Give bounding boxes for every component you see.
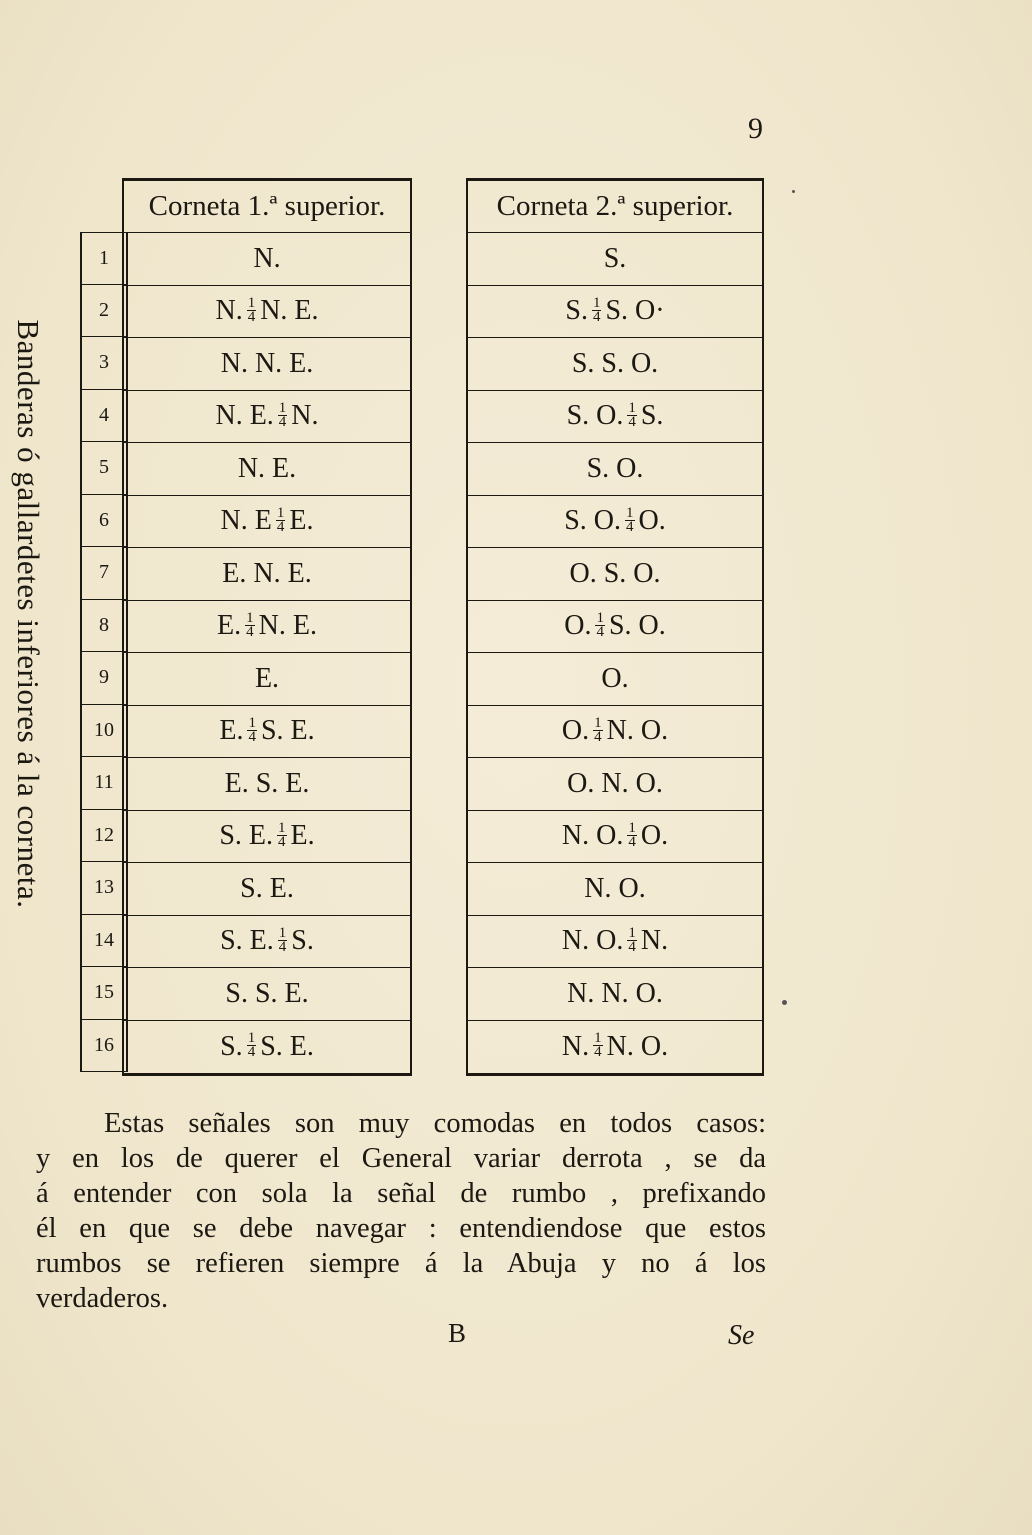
quarter-fraction (247, 714, 257, 745)
paragraph-line: á entender con sola la señal de rumbo , prefixando (36, 1178, 766, 1209)
bearing-part: N. O. (561, 820, 624, 852)
table-row (468, 443, 762, 496)
table-header: Corneta 1.ª superior. (124, 181, 410, 233)
bearing-part: S. O. (608, 610, 666, 642)
fraction-numerator: 1 (628, 819, 636, 836)
bearing-part: S. E. (260, 715, 315, 747)
fraction-numerator: 1 (594, 714, 602, 731)
quarter-fraction (278, 924, 288, 955)
bearing-part: S. O. (564, 505, 622, 537)
table-row (468, 338, 762, 391)
fraction-numerator: 1 (247, 1030, 256, 1047)
quarter-fraction (247, 1032, 257, 1059)
bearing-part: O. N. O. (567, 767, 663, 799)
index-number: 3 (82, 337, 126, 390)
bearing-part: N. (291, 400, 319, 432)
quarter-fraction (593, 714, 603, 745)
table-row (468, 548, 762, 601)
bearing-part: S. E. (260, 1030, 314, 1062)
bearing-part: S. S. E. (225, 977, 309, 1009)
fraction-denominator: 4 (248, 728, 256, 745)
fraction-numerator: 1 (626, 504, 634, 521)
bearing-part: N. N. O. (567, 977, 663, 1009)
fraction-numerator: 1 (628, 924, 636, 941)
bearing-part: O. (640, 820, 669, 852)
table-row (124, 653, 410, 706)
table-row (124, 863, 410, 916)
bearing-part: S. (603, 242, 627, 274)
body-paragraph (36, 1106, 766, 1316)
table-header: Corneta 2.ª superior. (468, 181, 762, 233)
quarter-fraction (593, 1032, 603, 1059)
bearing-part: E. (289, 505, 314, 537)
table-row (124, 758, 410, 811)
bearing-part: N. (561, 1030, 590, 1062)
fraction-denominator: 4 (247, 1044, 256, 1061)
bearing-part: N. O. (561, 925, 624, 957)
index-number: 8 (82, 600, 126, 653)
bearing-part: O. (564, 610, 592, 642)
bearing-part: N. O. (606, 1030, 669, 1062)
table-row (124, 391, 410, 444)
index-number: 5 (82, 442, 126, 495)
fraction-numerator: 1 (592, 294, 601, 311)
table-body (468, 233, 762, 1073)
fraction-denominator: 4 (628, 938, 636, 955)
bearing-part: O. (561, 715, 590, 747)
fraction-numerator: 1 (278, 924, 287, 941)
table-row (468, 706, 762, 759)
bearing-part: S. E. (240, 872, 294, 904)
bearing-part: N. (640, 925, 669, 957)
bearing-part: E. (290, 820, 315, 852)
bearing-part: N. E. (215, 400, 274, 432)
bearing-part: S. (565, 295, 588, 327)
table-corneta-1 (122, 178, 412, 1076)
table-row (124, 548, 410, 601)
bearing-part: S. (220, 1030, 243, 1062)
fraction-numerator: 1 (594, 1030, 602, 1047)
quarter-fraction (627, 924, 637, 955)
fraction-denominator: 4 (278, 833, 286, 850)
fraction-denominator: 4 (276, 518, 285, 535)
quarter-fraction (276, 504, 286, 535)
table-row (124, 338, 410, 391)
quarter-fraction (247, 294, 257, 325)
quarter-fraction (277, 819, 287, 850)
quarter-fraction (595, 609, 605, 640)
table-row (468, 863, 762, 916)
table-row (468, 916, 762, 969)
index-number: 10 (82, 705, 126, 758)
fraction-numerator: 1 (247, 294, 256, 311)
index-number: 15 (82, 967, 126, 1020)
bearing-part: N. (215, 295, 243, 327)
table-row (124, 811, 410, 864)
quarter-fraction (625, 504, 635, 535)
index-number: 13 (82, 862, 126, 915)
quarter-fraction (592, 294, 602, 325)
fraction-numerator: 1 (276, 504, 285, 521)
bearing-part: N. E (220, 505, 272, 537)
side-caption: Banderas ó gallardetes inferiores á la corneta. (11, 319, 46, 909)
bearing-part: N. E. (258, 610, 317, 642)
bearing-part: E. (219, 715, 244, 747)
paragraph-line: y en los de querer el General variar derrota , se da (36, 1143, 766, 1174)
fraction-denominator: 4 (246, 623, 254, 640)
page-number: 9 (748, 112, 763, 145)
paragraph-line: verdaderos. (36, 1283, 169, 1314)
quarter-fraction (245, 609, 255, 640)
paragraph-line: rumbos se refieren siempre á la Abuja y no á los (36, 1248, 766, 1279)
bearing-part: S. O. (566, 400, 624, 432)
fraction-numerator: 1 (246, 609, 254, 626)
fraction-numerator: 1 (278, 399, 287, 416)
table-row (468, 968, 762, 1021)
fraction-denominator: 4 (596, 623, 604, 640)
index-number: 7 (82, 547, 126, 600)
table-row (468, 758, 762, 811)
index-column (80, 232, 128, 1072)
index-number: 14 (82, 915, 126, 968)
catchword: Se (728, 1320, 755, 1351)
table-row (124, 233, 410, 286)
table-row (124, 496, 410, 549)
bearing-part: O. (638, 505, 666, 537)
index-number: 1 (82, 232, 126, 285)
table-row (468, 601, 762, 654)
bearing-part: S. S. O. (571, 347, 659, 379)
bearing-part: E. S. E. (224, 767, 310, 799)
fraction-denominator: 4 (628, 413, 636, 430)
paragraph-line: Estas señales son muy comodas en todos casos: (104, 1108, 766, 1139)
bearing-part: S. E. (220, 925, 274, 957)
fraction-denominator: 4 (247, 308, 256, 325)
bearing-part: S. (640, 400, 664, 432)
fraction-numerator: 1 (278, 819, 286, 836)
bearing-part: S. O· (605, 295, 665, 327)
table-row (468, 391, 762, 444)
table-corneta-2 (466, 178, 764, 1076)
table-row (124, 1021, 410, 1074)
fraction-denominator: 4 (594, 1044, 602, 1061)
fraction-numerator: 1 (248, 714, 256, 731)
index-number: 4 (82, 390, 126, 443)
quarter-fraction (627, 399, 637, 430)
signature-mark: B (448, 1318, 467, 1348)
table-row (124, 286, 410, 339)
bearing-part: E. (217, 610, 242, 642)
table-row (468, 653, 762, 706)
bearing-part: O. (601, 662, 629, 694)
bearing-part: S. E. (219, 820, 274, 852)
fraction-denominator: 4 (278, 413, 287, 430)
table-row (124, 443, 410, 496)
index-number: 12 (82, 810, 126, 863)
table-row (124, 601, 410, 654)
table-body (124, 233, 410, 1073)
table-row (124, 706, 410, 759)
ink-speck (782, 1000, 787, 1005)
table-row (468, 233, 762, 286)
fraction-numerator: 1 (596, 609, 604, 626)
bearing-part: S. (291, 925, 314, 957)
table-row (124, 916, 410, 969)
ink-speck (792, 190, 795, 193)
table-row (468, 286, 762, 339)
bearing-part: N. E. (260, 295, 319, 327)
bearing-part: N. O. (606, 715, 669, 747)
table-row (468, 811, 762, 864)
index-number: 9 (82, 652, 126, 705)
fraction-denominator: 4 (626, 518, 634, 535)
bearing-part: N. O. (584, 872, 646, 904)
table-row (468, 1021, 762, 1074)
table-row (124, 968, 410, 1021)
bearing-part: E. (254, 662, 280, 694)
index-number: 16 (82, 1020, 126, 1073)
fraction-numerator: 1 (628, 399, 636, 416)
bearing-part: N. E. (237, 452, 297, 484)
bearing-part: O. S. O. (569, 557, 661, 589)
table-row (468, 496, 762, 549)
fraction-denominator: 4 (278, 938, 287, 955)
fraction-denominator: 4 (594, 728, 602, 745)
index-number: 11 (82, 757, 126, 810)
index-number: 2 (82, 285, 126, 338)
bearing-part: E. N. E. (222, 557, 312, 589)
fraction-denominator: 4 (592, 308, 601, 325)
quarter-fraction (278, 399, 288, 430)
fraction-denominator: 4 (628, 833, 636, 850)
bearing-part: N. N. E. (220, 347, 314, 379)
bearing-part: S. O. (586, 452, 644, 484)
quarter-fraction (627, 819, 637, 850)
bearing-part: N. (253, 242, 281, 274)
index-number: 6 (82, 495, 126, 548)
paragraph-line: él en que se debe navegar : entendiendose que estos (36, 1213, 766, 1244)
